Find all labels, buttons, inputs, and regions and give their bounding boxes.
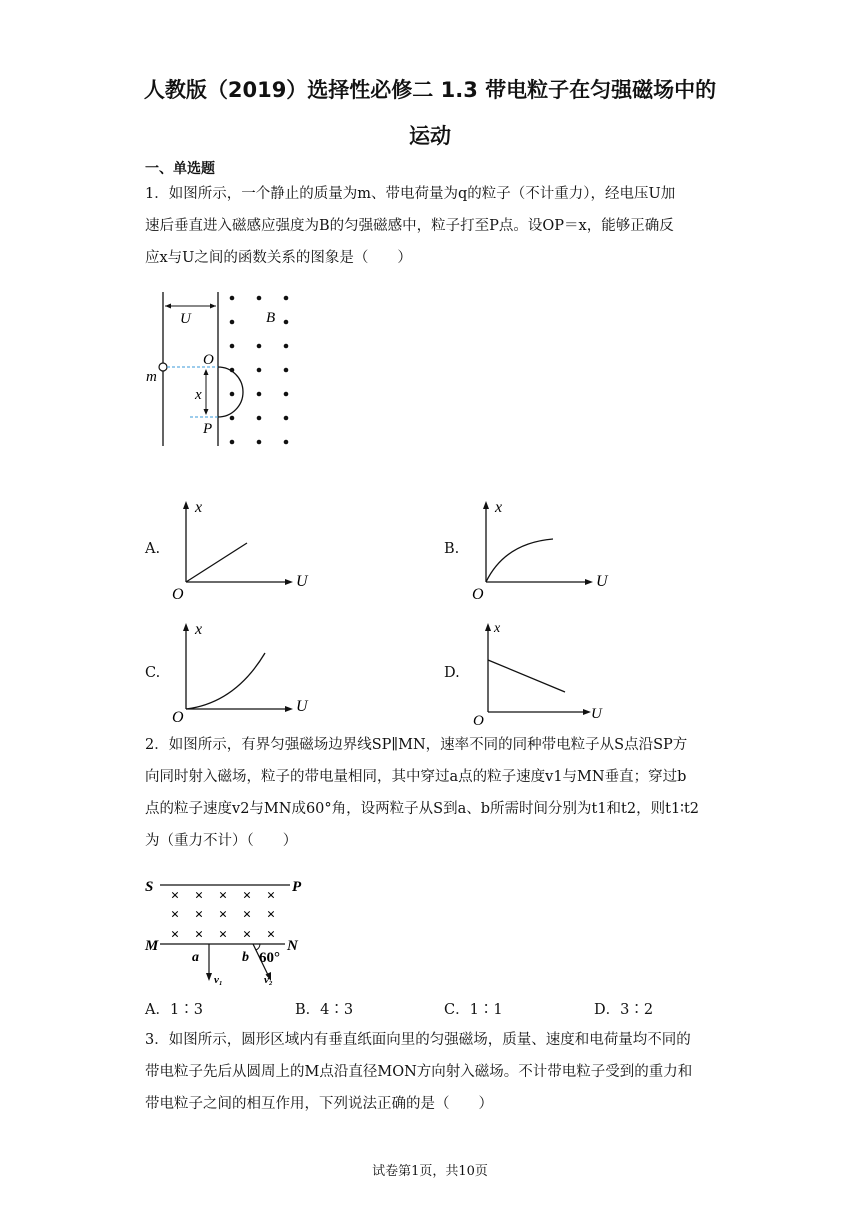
label-b: b — [242, 950, 249, 965]
label-O: O — [203, 352, 214, 368]
svg-text:×: × — [242, 888, 252, 904]
page-title-line-1: 人教版（2019）选择性必修二 1.3 带电粒子在匀强磁场中的 — [143, 78, 717, 102]
question-2-figure — [142, 873, 317, 988]
question-3-line: 带电粒子之间的相互作用，下列说法正确的是（ ） — [145, 1096, 493, 1112]
label-M: M — [145, 938, 159, 954]
page-title-line-2: 运动 — [409, 124, 451, 148]
label-v1: v₁ — [214, 974, 223, 986]
question-1-figure — [140, 288, 310, 453]
question-2-line: 为（重力不计）（ ） — [145, 833, 298, 849]
graph-origin-label: O — [472, 586, 484, 603]
svg-text:×: × — [194, 927, 204, 943]
svg-text:×: × — [266, 888, 276, 904]
graph-option-B — [465, 493, 625, 605]
trajectory-arc — [218, 367, 243, 417]
question-3-text — [145, 1024, 692, 1120]
graph-x-label: U — [296, 698, 308, 715]
magnetic-field-dots — [230, 296, 289, 445]
particle-icon — [159, 363, 167, 371]
graph-x-label: U — [591, 706, 602, 722]
label-voltage: U — [180, 311, 191, 327]
graph-curve — [186, 653, 265, 709]
graph-option-A — [165, 493, 325, 605]
svg-text:×: × — [242, 927, 252, 943]
question-1-line: 速后垂直进入磁感应强度为B的匀强磁感中，粒子打至P点。设OP＝x，能够正确反 — [145, 218, 674, 234]
graph-origin-label: O — [172, 709, 184, 726]
svg-text:×: × — [170, 907, 180, 923]
label-P: P — [292, 879, 302, 895]
graph-curve — [486, 539, 553, 582]
graph-y-label: x — [195, 499, 203, 516]
label-N: N — [287, 938, 298, 954]
graph-origin-label: O — [473, 713, 484, 727]
question-2-line: 向同时射入磁场，粒子的带电量相同，其中穿过a点的粒子速度v1与MN垂直；穿过b — [145, 769, 687, 785]
question-2-line: 2．如图所示，有界匀强磁场边界线SP∥MN，速率不同的同种带电粒子从S点沿SP方 — [145, 737, 688, 753]
label-x: x — [195, 387, 202, 403]
svg-text:×: × — [266, 907, 276, 923]
svg-text:×: × — [266, 927, 276, 943]
page-footer: 试卷第1页，共10页 — [372, 1164, 488, 1179]
graph-x-label: U — [596, 573, 608, 590]
label-S: S — [145, 879, 154, 895]
q2-option-A: A．1∶3 — [145, 1002, 203, 1018]
question-3-line: 3．如图所示，圆形区域内有垂直纸面向里的匀强磁场，质量、速度和电荷量均不同的 — [145, 1032, 691, 1048]
svg-text:×: × — [170, 927, 180, 943]
graph-y-label: x — [495, 499, 503, 516]
graph-option-C — [165, 615, 325, 727]
svg-text:×: × — [194, 907, 204, 923]
label-mass: m — [146, 369, 157, 385]
graph-y-label: x — [494, 621, 501, 636]
label-angle-60: 60° — [259, 950, 280, 966]
graph-curve — [488, 660, 565, 692]
graph-x-label: U — [296, 573, 308, 590]
graph-option-D — [465, 615, 625, 727]
option-B-label: B. — [444, 541, 460, 557]
question-2-text — [145, 729, 699, 857]
graph-origin-label: O — [172, 586, 184, 603]
svg-text:×: × — [242, 907, 252, 923]
q2-option-C: C．1∶1 — [444, 1002, 503, 1018]
section-heading: 一、单选题 — [145, 161, 215, 177]
q2-option-B: B．4∶3 — [295, 1002, 354, 1018]
svg-text:×: × — [170, 888, 180, 904]
graph-y-label: x — [195, 621, 203, 638]
label-v2: v₂ — [264, 974, 273, 986]
question-1-line: 1．如图所示，一个静止的质量为m、带电荷量为q的粒子（不计重力），经电压U加 — [145, 186, 676, 202]
svg-text:×: × — [218, 888, 228, 904]
option-D-label: D. — [444, 665, 460, 681]
label-P: P — [203, 421, 213, 437]
magnetic-field-crosses — [171, 888, 276, 943]
q2-option-D: D．3∶2 — [594, 1002, 654, 1018]
svg-text:×: × — [218, 907, 228, 923]
label-a: a — [192, 950, 199, 965]
graph-curve — [186, 543, 247, 582]
svg-text:×: × — [218, 927, 228, 943]
question-1-text — [145, 178, 675, 274]
option-C-label: C. — [145, 665, 161, 681]
question-1-line: 应x与U之间的函数关系的图象是（ ） — [145, 250, 412, 266]
question-2-line: 点的粒子速度v2与MN成60°角，设两粒子从S到a、b所需时间分别为t1和t2，则t1∶t2 — [145, 801, 699, 817]
label-field-B: B — [266, 310, 276, 326]
svg-text:×: × — [194, 888, 204, 904]
question-3-line: 带电粒子先后从圆周上的M点沿直径MON方向射入磁场。不计带电粒子受到的重力和 — [145, 1064, 693, 1080]
option-A-label: A. — [145, 541, 161, 557]
